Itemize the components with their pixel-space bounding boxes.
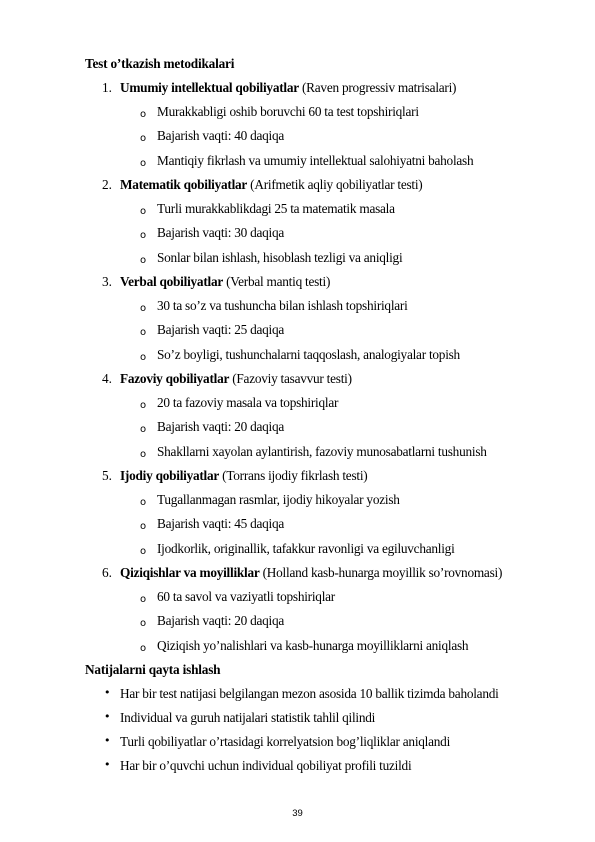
test-name: Ijodiy qobiliyatlar (120, 468, 220, 483)
test-name: Qiziqishlar va moyilliklar (120, 565, 260, 580)
test-title (120, 565, 502, 581)
test-title (120, 371, 352, 387)
test-number: 1. (102, 80, 112, 95)
test-name: Umumiy intellektual qobiliyatlar (120, 80, 299, 95)
circle-bullet-icon: o (140, 449, 147, 460)
test-detail: (Torrans ijodiy fikrlash testi) (222, 468, 368, 483)
list-item: Bajarish vaqti: 45 daqiqa (157, 516, 285, 531)
list-item: Ijodkorlik, originallik, tafakkur ravonligi va egiluvchanligi (157, 541, 455, 556)
list-item: Murakkabligi oshib boruvchi 60 ta test topshiriqlari (157, 104, 419, 119)
circle-bullet-icon: o (140, 643, 147, 654)
circle-bullet-icon: o (140, 109, 147, 120)
test-detail: (Holland kasb-hunarga moyillik so’rovnomasi) (262, 565, 503, 580)
test-number: 2. (102, 177, 112, 192)
bullet-icon: • (104, 686, 111, 699)
page-number: 39 (292, 808, 303, 819)
test-detail: (Raven progressiv matrisalari) (301, 80, 457, 95)
circle-bullet-icon: o (140, 255, 147, 266)
bullet-icon: • (104, 710, 111, 723)
list-item: Bajarish vaqti: 30 daqiqa (157, 225, 285, 240)
test-detail: (Fazoviy tasavvur testi) (232, 371, 352, 386)
list-item: Tugallanmagan rasmlar, ijodiy hikoyalar yozish (157, 492, 400, 507)
list-item: Bajarish vaqti: 20 daqiqa (157, 419, 285, 434)
list-item: Shakllarni xayolan aylantirish, fazoviy munosabatlarni tushunish (157, 444, 487, 459)
list-item: Turli murakkablikdagi 25 ta matematik masala (157, 201, 395, 216)
list-item: Mantiqiy fikrlash va umumiy intellektual salohiyatni baholash (157, 153, 474, 168)
section-title: Test o’tkazish metodikalari (85, 56, 235, 71)
circle-bullet-icon: o (140, 594, 147, 605)
list-item: Bajarish vaqti: 40 daqiqa (157, 128, 285, 143)
circle-bullet-icon: o (140, 352, 147, 363)
test-name: Verbal qobiliyatlar (120, 274, 223, 289)
circle-bullet-icon: o (140, 546, 147, 557)
list-item: Qiziqish yo’nalishlari va kasb-hunarga moyilliklarni aniqlash (157, 638, 469, 653)
list-item: 60 ta savol va vaziyatli topshiriqlar (157, 589, 335, 604)
circle-bullet-icon: o (140, 230, 147, 241)
test-title (120, 468, 367, 484)
list-item: 20 ta fazoviy masala va topshiriqlar (157, 395, 339, 410)
list-item: Individual va guruh natijalari statistik tahlil qilindi (120, 710, 376, 725)
test-detail: (Arifmetik aqliy qobiliyatlar testi) (250, 177, 423, 192)
test-name: Matematik qobiliyatlar (120, 177, 248, 192)
test-number: 5. (102, 468, 112, 483)
circle-bullet-icon: o (140, 521, 147, 532)
results-title: Natijalarni qayta ishlash (85, 662, 221, 677)
test-title (120, 80, 456, 96)
list-item: Bajarish vaqti: 25 daqiqa (157, 322, 285, 337)
circle-bullet-icon: o (140, 497, 147, 508)
test-title (120, 177, 422, 193)
circle-bullet-icon: o (140, 424, 147, 435)
test-number: 4. (102, 371, 112, 386)
circle-bullet-icon: o (140, 618, 147, 629)
list-item: Bajarish vaqti: 20 daqiqa (157, 613, 285, 628)
list-item: So’z boyligi, tushunchalarni taqqoslash, analogiyalar topish (157, 347, 460, 362)
bullet-icon: • (104, 758, 111, 771)
test-title (120, 274, 330, 290)
circle-bullet-icon: o (140, 400, 147, 411)
circle-bullet-icon: o (140, 303, 147, 314)
test-number: 3. (102, 274, 112, 289)
test-detail: (Verbal mantiq testi) (226, 274, 331, 289)
list-item: Har bir o’quvchi uchun individual qobiliyat profili tuzildi (120, 758, 412, 773)
circle-bullet-icon: o (140, 206, 147, 217)
list-item: 30 ta so’z va tushuncha bilan ishlash topshiriqlari (157, 298, 408, 313)
list-item: Sonlar bilan ishlash, hisoblash tezligi va aniqligi (157, 250, 403, 265)
circle-bullet-icon: o (140, 158, 147, 169)
test-number: 6. (102, 565, 112, 580)
circle-bullet-icon: o (140, 133, 147, 144)
circle-bullet-icon: o (140, 327, 147, 338)
bullet-icon: • (104, 734, 111, 747)
list-item: Har bir test natijasi belgilangan mezon asosida 10 ballik tizimda baholandi (120, 686, 499, 701)
test-name: Fazoviy qobiliyatlar (120, 371, 230, 386)
list-item: Turli qobiliyatlar o’rtasidagi korrelyatsion bog’liqliklar aniqlandi (120, 734, 451, 749)
